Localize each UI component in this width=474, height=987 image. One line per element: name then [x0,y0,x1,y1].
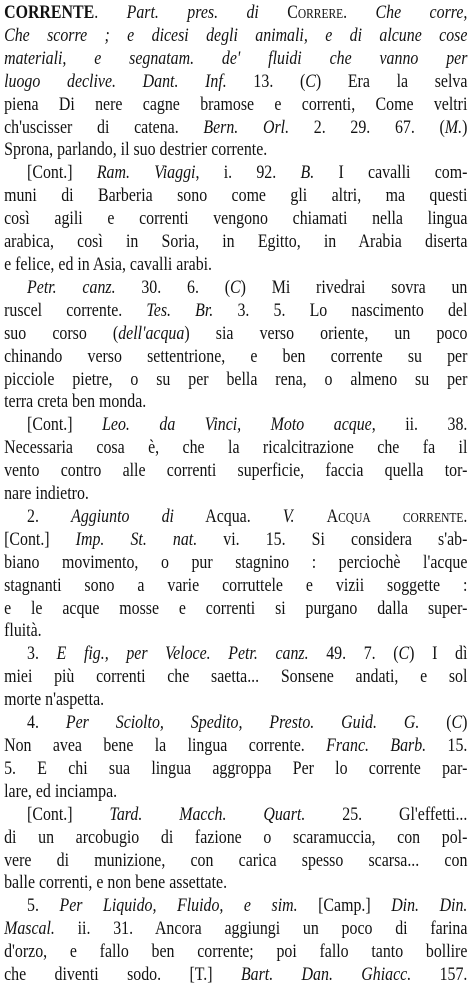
text-run: miei più correnti che saetta... Sonsene andati, e sol [4,666,468,688]
italic-text: materiali, e segnatam. de' fluidi che vanno per [4,47,468,69]
text-line [4,414,467,437]
text-line [4,506,467,529]
text-run: I cavalli com- [314,162,468,184]
text-run: arabica, così in Soria, in Egitto, in Arabia diserta [4,231,468,253]
text-line [4,552,467,575]
text-run: 5. E chi sua lingua aggroppa Per lo corrente par- [4,757,468,779]
italic-text: luogo declive. Dant. Inf. [4,70,227,92]
text-run: . [94,2,127,23]
text-run: ch'uscisser di catena. [4,116,204,138]
text-run: morte n'aspetta. [4,689,105,711]
text-run: 157. [411,964,468,986]
text-line [4,781,467,804]
text-run: ) Mi rivedrai sovra un [240,276,468,298]
text-line [4,689,467,712]
text-run: stagnanti sono a varie corruttele e vizii soggette : [4,574,468,596]
text-run: ) I dì [409,643,468,665]
text-line [4,895,467,918]
text-run: 15. [426,735,468,756]
text-run: nare indietro. [4,483,89,505]
text-line [4,208,467,231]
text-line [4,872,467,895]
text-line [4,666,467,689]
italic-text: V. [282,505,295,527]
headword: CORRENTE [4,2,95,23]
text-run: ) sia verso oriente, un poco [184,322,468,344]
italic-text: Che corre, [375,2,468,23]
text-run: [Cont.] [27,414,103,436]
text-line [4,48,467,71]
text-line [4,139,467,162]
italic-text: Bern. Orl. [203,116,290,138]
text-run: di un arcobugio di fazione o scaramuccia, con pol- [4,826,468,848]
text-run: . [343,2,376,23]
italic-text: C [451,712,463,734]
italic-text: Leo. da Vinci, Moto acque [102,414,372,436]
text-line [4,827,467,850]
text-run: fluità. [4,620,42,642]
text-line [4,437,467,460]
italic-text: Ram. Viaggi [96,162,196,184]
italic-text: Che scorre ; e dicesi degli animali, e di alcune cose [4,24,468,46]
text-line [4,162,467,185]
text-run: 13. ( [226,70,306,92]
italic-text: C [230,276,241,298]
text-run: chinando verso settentrione, e ben corrente su per [4,345,468,367]
text-line [4,529,467,552]
italic-text: Per Liquido, Fluido, e sim. [59,895,298,917]
text-run: 2. [27,505,72,527]
italic-text: C [305,70,316,92]
text-run: , i. 92. [195,162,301,184]
text-line [4,323,467,346]
text-run: ( [419,712,452,734]
text-run: . [463,505,468,527]
text-line [4,620,467,643]
text-run: biano movimento, o pur stagnino : perciochè l'acque [4,551,468,573]
italic-text: Tard. Macch. Quart. [109,803,306,825]
italic-text: Petr. canz. [27,276,116,298]
text-line [4,460,467,483]
text-line [4,758,467,781]
text-line [4,391,467,414]
text-line [4,941,467,964]
text-run: balle correnti, e non bene assettate. [4,872,228,894]
text-line [4,850,467,873]
dictionary-entry-corrente [4,2,467,987]
text-line [4,918,467,941]
text-run: che diventi sodo. [T.] [4,964,241,986]
text-line [4,346,467,369]
text-run: vi. 15. Si considera s'ab- [197,528,468,550]
text-line [4,598,467,621]
text-line [4,94,467,117]
text-run: Acqua. [173,505,283,527]
text-run: , ii. 38. [371,414,468,436]
italic-text: B. [300,162,315,184]
text-run: 5. [27,895,60,917]
text-line [4,277,467,300]
text-run: vento contro alle correnti superficie, faccia quella tor- [4,460,468,482]
text-run: e felice, ed in Asia, cavalli arabi. [4,253,213,275]
text-run: 49. 7. ( [308,643,399,665]
text-line [4,712,467,735]
text-run: [Cont.] [4,528,76,550]
text-run: picciole pietre, o su per bella rena, o almeno su per [4,368,468,390]
text-line [4,2,467,25]
text-run: [Cont.] [27,803,110,825]
text-line [4,643,467,666]
italic-text: Tes. Br. [146,299,214,321]
text-run [294,506,326,527]
text-line [4,369,467,392]
text-run: Non avea bene la lingua corrente. [4,735,327,756]
text-line [4,25,467,48]
text-run: d'orzo, e fallo ben corrente; poi fallo tanto bollire [4,941,468,963]
text-run: [Camp.] [297,895,392,917]
text-run: muni di Barberia sono come gli altri, ma questi [4,185,468,207]
text-line [4,300,467,323]
text-run: suo corso ( [4,322,119,344]
text-line [4,735,467,758]
small-caps-text: Acqua corrente [326,505,464,527]
text-run: 25. Gl'effetti... [305,803,468,825]
text-run: 3. 5. Lo nascimento del [213,299,468,321]
italic-text: dell'acqua [118,322,185,344]
text-run: ruscel corrente. [4,299,147,321]
text-run: 30. 6. ( [115,276,231,298]
text-line [4,185,467,208]
text-run: e le acque mosse e correnti si purgano dalla super- [4,597,468,619]
italic-text: E fig., per Veloce. Petr. canz. [56,643,309,665]
text-run: Sprona, parlando, il suo destrier corrente. [4,139,268,161]
italic-text: Per Sciolto, Spedito, Presto. Guid. G. [65,712,420,734]
italic-text: M. [444,116,463,138]
text-line [4,804,467,827]
text-run: Necessaria cosa è, che la ricalcitrazione che fa il [4,437,468,459]
text-run: vere di munizione, con carica spesso scarsa... con [4,849,468,871]
italic-text: C [398,643,410,665]
text-run: ) [462,712,468,734]
text-line [4,575,467,598]
text-line [4,254,467,277]
text-run: ) [462,116,468,138]
text-run: così agili e correnti vengono chiamati nella lingua [4,208,468,230]
italic-text: Din. Din. [391,895,468,917]
text-run: ii. 31. Ancora aggiungi un poco di farina [54,918,468,940]
italic-text: Aggiunto di [71,505,174,527]
text-run: ) Era la selva [315,70,468,92]
italic-text: Mascal. [4,918,55,940]
italic-text: Franc. Barb. [326,735,427,756]
text-run: 4. [27,712,66,734]
italic-text: Part. pres. di [126,2,288,23]
text-line [4,117,467,140]
text-line [4,964,467,987]
text-run: [Cont.] [27,162,97,184]
italic-text: Imp. St. nat. [75,528,198,550]
italic-text: Bart. Dan. Ghiacc. [240,964,412,986]
text-run: lare, ed inciampa. [4,780,118,802]
text-run: piena Di nere cagne bramose e correnti, Come veltri [4,93,468,115]
text-run: terra creta ben monda. [4,391,147,413]
text-line [4,71,467,94]
text-line [4,483,467,506]
text-line [4,231,467,254]
small-caps-text: Correre [287,2,344,23]
text-run: 2. 29. 67. ( [289,116,445,138]
text-run: 3. [27,643,57,665]
